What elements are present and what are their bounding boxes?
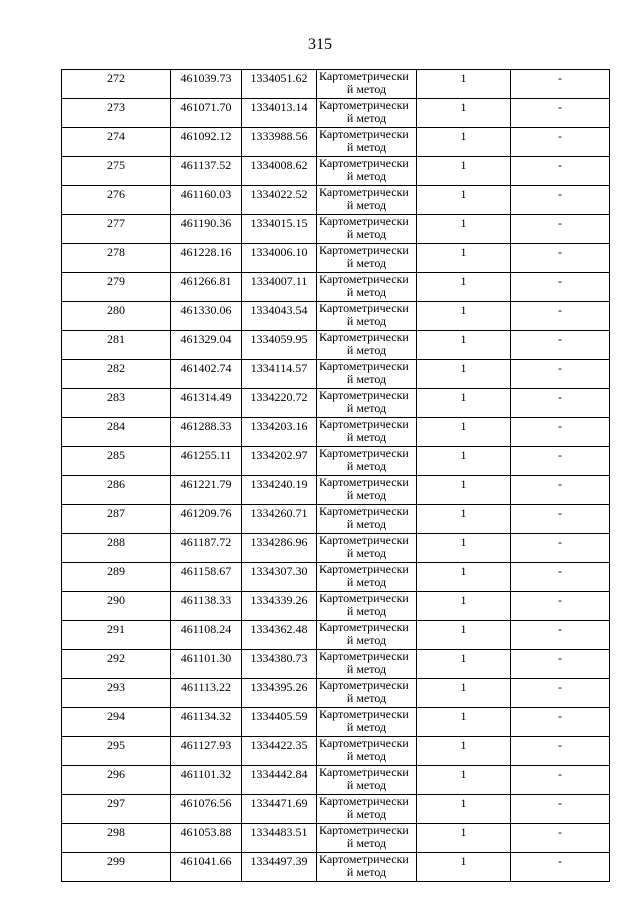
method-line-2: й метод (346, 691, 387, 705)
point-number-cell: 291 (62, 621, 171, 650)
method-line-1: Картометрически (319, 127, 409, 141)
method-line-2: й метод (346, 198, 387, 212)
x-coordinate-cell: 461330.06 (171, 302, 242, 331)
description-cell: - (511, 534, 610, 563)
method-cell (317, 244, 417, 273)
table-row (62, 853, 610, 882)
table-row (62, 737, 610, 766)
coordinates-table (61, 69, 610, 882)
x-coordinate-cell: 461053.88 (171, 824, 242, 853)
point-number-cell: 297 (62, 795, 171, 824)
method-line-2: й метод (346, 256, 387, 270)
accuracy-cell: 1 (417, 534, 511, 563)
method-line-1: Картометрически (319, 678, 409, 692)
x-coordinate-cell: 461101.30 (171, 650, 242, 679)
x-coordinate-cell: 461076.56 (171, 795, 242, 824)
method-line-1: Картометрически (319, 301, 409, 315)
description-cell: - (511, 650, 610, 679)
x-coordinate-cell: 461160.03 (171, 186, 242, 215)
accuracy-cell: 1 (417, 331, 511, 360)
method-line-2: й метод (346, 140, 387, 154)
y-coordinate-cell: 1334013.14 (242, 99, 317, 128)
table-row (62, 302, 610, 331)
method-cell (317, 70, 417, 99)
table-row (62, 534, 610, 563)
table-row (62, 447, 610, 476)
method-cell (317, 99, 417, 128)
method-line-2: й метод (346, 401, 387, 415)
method-line-1: Картометрически (319, 707, 409, 721)
point-number-cell: 273 (62, 99, 171, 128)
method-line-1: Картометрически (319, 533, 409, 547)
y-coordinate-cell: 1334307.30 (242, 563, 317, 592)
table-row (62, 215, 610, 244)
accuracy-cell: 1 (417, 708, 511, 737)
method-line-2: й метод (346, 575, 387, 589)
table-row (62, 418, 610, 447)
point-number-cell: 283 (62, 389, 171, 418)
y-coordinate-cell: 1334006.10 (242, 244, 317, 273)
page-number: 315 (308, 36, 332, 53)
x-coordinate-cell: 461134.32 (171, 708, 242, 737)
table-row (62, 679, 610, 708)
accuracy-cell: 1 (417, 563, 511, 592)
point-number-cell: 298 (62, 824, 171, 853)
description-cell: - (511, 186, 610, 215)
table-row (62, 766, 610, 795)
y-coordinate-cell: 1334220.72 (242, 389, 317, 418)
y-coordinate-cell: 1334362.48 (242, 621, 317, 650)
method-line-2: й метод (346, 169, 387, 183)
table-row (62, 621, 610, 650)
y-coordinate-cell: 1334015.15 (242, 215, 317, 244)
description-cell: - (511, 157, 610, 186)
x-coordinate-cell: 461101.32 (171, 766, 242, 795)
method-cell (317, 795, 417, 824)
y-coordinate-cell: 1334260.71 (242, 505, 317, 534)
x-coordinate-cell: 461288.33 (171, 418, 242, 447)
accuracy-cell: 1 (417, 447, 511, 476)
x-coordinate-cell: 461137.52 (171, 157, 242, 186)
accuracy-cell: 1 (417, 505, 511, 534)
method-line-1: Картометрически (319, 852, 409, 866)
x-coordinate-cell: 461221.79 (171, 476, 242, 505)
method-line-1: Картометрически (319, 69, 409, 83)
method-line-2: й метод (346, 633, 387, 647)
point-number-cell: 295 (62, 737, 171, 766)
method-line-1: Картометрически (319, 185, 409, 199)
method-line-2: й метод (346, 227, 387, 241)
method-line-2: й метод (346, 836, 387, 850)
description-cell: - (511, 563, 610, 592)
method-line-2: й метод (346, 459, 387, 473)
table-row (62, 592, 610, 621)
method-line-2: й метод (346, 604, 387, 618)
method-line-1: Картометрически (319, 98, 409, 112)
point-number-cell: 282 (62, 360, 171, 389)
x-coordinate-cell: 461041.66 (171, 853, 242, 882)
accuracy-cell: 1 (417, 795, 511, 824)
method-line-1: Картометрически (319, 446, 409, 460)
table-row (62, 273, 610, 302)
accuracy-cell: 1 (417, 302, 511, 331)
description-cell: - (511, 418, 610, 447)
point-number-cell: 281 (62, 331, 171, 360)
method-line-1: Картометрически (319, 620, 409, 634)
y-coordinate-cell: 1334286.96 (242, 534, 317, 563)
description-cell: - (511, 70, 610, 99)
method-line-1: Картометрически (319, 765, 409, 779)
method-line-1: Картометрически (319, 214, 409, 228)
y-coordinate-cell: 1334442.84 (242, 766, 317, 795)
accuracy-cell: 1 (417, 592, 511, 621)
method-line-1: Картометрически (319, 794, 409, 808)
table-row (62, 824, 610, 853)
y-coordinate-cell: 1334395.26 (242, 679, 317, 708)
x-coordinate-cell: 461266.81 (171, 273, 242, 302)
method-line-2: й метод (346, 546, 387, 560)
accuracy-cell: 1 (417, 650, 511, 679)
method-line-2: й метод (346, 111, 387, 125)
description-cell: - (511, 215, 610, 244)
table-row (62, 563, 610, 592)
method-cell (317, 331, 417, 360)
description-cell: - (511, 244, 610, 273)
method-line-1: Картометрически (319, 504, 409, 518)
table-row (62, 389, 610, 418)
table-row (62, 795, 610, 824)
method-cell (317, 592, 417, 621)
x-coordinate-cell: 461190.36 (171, 215, 242, 244)
table-row (62, 157, 610, 186)
method-line-2: й метод (346, 749, 387, 763)
method-line-1: Картометрически (319, 649, 409, 663)
point-number-cell: 288 (62, 534, 171, 563)
method-line-1: Картометрически (319, 736, 409, 750)
x-coordinate-cell: 461138.33 (171, 592, 242, 621)
point-number-cell: 278 (62, 244, 171, 273)
description-cell: - (511, 679, 610, 708)
y-coordinate-cell: 1334114.57 (242, 360, 317, 389)
table-row (62, 476, 610, 505)
method-cell (317, 621, 417, 650)
point-number-cell: 293 (62, 679, 171, 708)
point-number-cell: 279 (62, 273, 171, 302)
x-coordinate-cell: 461127.93 (171, 737, 242, 766)
y-coordinate-cell: 1334051.62 (242, 70, 317, 99)
y-coordinate-cell: 1334059.95 (242, 331, 317, 360)
method-cell (317, 302, 417, 331)
table-row (62, 128, 610, 157)
table-row (62, 70, 610, 99)
point-number-cell: 275 (62, 157, 171, 186)
table-row (62, 360, 610, 389)
method-line-1: Картометрически (319, 388, 409, 402)
x-coordinate-cell: 461402.74 (171, 360, 242, 389)
method-cell (317, 273, 417, 302)
method-cell (317, 679, 417, 708)
y-coordinate-cell: 1334022.52 (242, 186, 317, 215)
method-line-1: Картометрически (319, 591, 409, 605)
description-cell: - (511, 505, 610, 534)
y-coordinate-cell: 1334497.39 (242, 853, 317, 882)
method-line-1: Картометрически (319, 243, 409, 257)
accuracy-cell: 1 (417, 766, 511, 795)
accuracy-cell: 1 (417, 273, 511, 302)
y-coordinate-cell: 1334008.62 (242, 157, 317, 186)
accuracy-cell: 1 (417, 389, 511, 418)
point-number-cell: 280 (62, 302, 171, 331)
accuracy-cell: 1 (417, 244, 511, 273)
accuracy-cell: 1 (417, 476, 511, 505)
method-line-1: Картометрически (319, 823, 409, 837)
accuracy-cell: 1 (417, 679, 511, 708)
y-coordinate-cell: 1333988.56 (242, 128, 317, 157)
description-cell: - (511, 708, 610, 737)
y-coordinate-cell: 1334202.97 (242, 447, 317, 476)
method-cell (317, 215, 417, 244)
method-cell (317, 505, 417, 534)
method-cell (317, 418, 417, 447)
x-coordinate-cell: 461209.76 (171, 505, 242, 534)
description-cell: - (511, 302, 610, 331)
method-line-2: й метод (346, 778, 387, 792)
accuracy-cell: 1 (417, 99, 511, 128)
description-cell: - (511, 389, 610, 418)
point-number-cell: 292 (62, 650, 171, 679)
y-coordinate-cell: 1334007.11 (242, 273, 317, 302)
method-cell (317, 534, 417, 563)
point-number-cell: 277 (62, 215, 171, 244)
method-line-2: й метод (346, 517, 387, 531)
point-number-cell: 285 (62, 447, 171, 476)
point-number-cell: 286 (62, 476, 171, 505)
method-line-2: й метод (346, 82, 387, 96)
point-number-cell: 272 (62, 70, 171, 99)
table-row (62, 186, 610, 215)
accuracy-cell: 1 (417, 418, 511, 447)
description-cell: - (511, 331, 610, 360)
y-coordinate-cell: 1334405.59 (242, 708, 317, 737)
table-row (62, 505, 610, 534)
method-cell (317, 737, 417, 766)
x-coordinate-cell: 461092.12 (171, 128, 242, 157)
accuracy-cell: 1 (417, 70, 511, 99)
method-line-1: Картометрически (319, 359, 409, 373)
method-line-1: Картометрически (319, 417, 409, 431)
x-coordinate-cell: 461329.04 (171, 331, 242, 360)
x-coordinate-cell: 461158.67 (171, 563, 242, 592)
point-number-cell: 296 (62, 766, 171, 795)
point-number-cell: 274 (62, 128, 171, 157)
method-line-2: й метод (346, 720, 387, 734)
accuracy-cell: 1 (417, 360, 511, 389)
y-coordinate-cell: 1334043.54 (242, 302, 317, 331)
description-cell: - (511, 128, 610, 157)
method-cell (317, 128, 417, 157)
accuracy-cell: 1 (417, 128, 511, 157)
point-number-cell: 294 (62, 708, 171, 737)
table-row (62, 650, 610, 679)
method-cell (317, 389, 417, 418)
method-cell (317, 563, 417, 592)
description-cell: - (511, 273, 610, 302)
y-coordinate-cell: 1334203.16 (242, 418, 317, 447)
accuracy-cell: 1 (417, 824, 511, 853)
y-coordinate-cell: 1334380.73 (242, 650, 317, 679)
x-coordinate-cell: 461039.73 (171, 70, 242, 99)
accuracy-cell: 1 (417, 215, 511, 244)
method-line-2: й метод (346, 662, 387, 676)
description-cell: - (511, 795, 610, 824)
method-cell (317, 824, 417, 853)
accuracy-cell: 1 (417, 737, 511, 766)
description-cell: - (511, 766, 610, 795)
y-coordinate-cell: 1334339.26 (242, 592, 317, 621)
description-cell: - (511, 853, 610, 882)
table-row (62, 99, 610, 128)
point-number-cell: 287 (62, 505, 171, 534)
point-number-cell: 276 (62, 186, 171, 215)
method-line-2: й метод (346, 430, 387, 444)
description-cell: - (511, 476, 610, 505)
accuracy-cell: 1 (417, 157, 511, 186)
method-cell (317, 708, 417, 737)
method-line-2: й метод (346, 807, 387, 821)
description-cell: - (511, 621, 610, 650)
x-coordinate-cell: 461255.11 (171, 447, 242, 476)
method-line-1: Картометрически (319, 562, 409, 576)
description-cell: - (511, 592, 610, 621)
x-coordinate-cell: 461108.24 (171, 621, 242, 650)
method-cell (317, 476, 417, 505)
point-number-cell: 290 (62, 592, 171, 621)
x-coordinate-cell: 461113.22 (171, 679, 242, 708)
method-line-1: Картометрически (319, 330, 409, 344)
point-number-cell: 299 (62, 853, 171, 882)
table-row (62, 244, 610, 273)
method-cell (317, 186, 417, 215)
table-row (62, 331, 610, 360)
accuracy-cell: 1 (417, 621, 511, 650)
x-coordinate-cell: 461187.72 (171, 534, 242, 563)
method-line-1: Картометрически (319, 156, 409, 170)
y-coordinate-cell: 1334240.19 (242, 476, 317, 505)
method-cell (317, 157, 417, 186)
point-number-cell: 289 (62, 563, 171, 592)
point-number-cell: 284 (62, 418, 171, 447)
y-coordinate-cell: 1334422.35 (242, 737, 317, 766)
y-coordinate-cell: 1334471.69 (242, 795, 317, 824)
y-coordinate-cell: 1334483.51 (242, 824, 317, 853)
description-cell: - (511, 360, 610, 389)
x-coordinate-cell: 461071.70 (171, 99, 242, 128)
method-line-2: й метод (346, 285, 387, 299)
method-line-1: Картометрически (319, 475, 409, 489)
method-line-1: Картометрически (319, 272, 409, 286)
method-line-2: й метод (346, 488, 387, 502)
table-row (62, 708, 610, 737)
method-cell (317, 853, 417, 882)
x-coordinate-cell: 461228.16 (171, 244, 242, 273)
description-cell: - (511, 447, 610, 476)
description-cell: - (511, 99, 610, 128)
accuracy-cell: 1 (417, 186, 511, 215)
method-line-2: й метод (346, 865, 387, 879)
method-cell (317, 766, 417, 795)
method-cell (317, 650, 417, 679)
method-line-2: й метод (346, 314, 387, 328)
method-cell (317, 360, 417, 389)
description-cell: - (511, 824, 610, 853)
description-cell: - (511, 737, 610, 766)
method-cell (317, 447, 417, 476)
method-line-2: й метод (346, 343, 387, 357)
accuracy-cell: 1 (417, 853, 511, 882)
method-line-2: й метод (346, 372, 387, 386)
coordinates-table-body (62, 70, 610, 882)
x-coordinate-cell: 461314.49 (171, 389, 242, 418)
